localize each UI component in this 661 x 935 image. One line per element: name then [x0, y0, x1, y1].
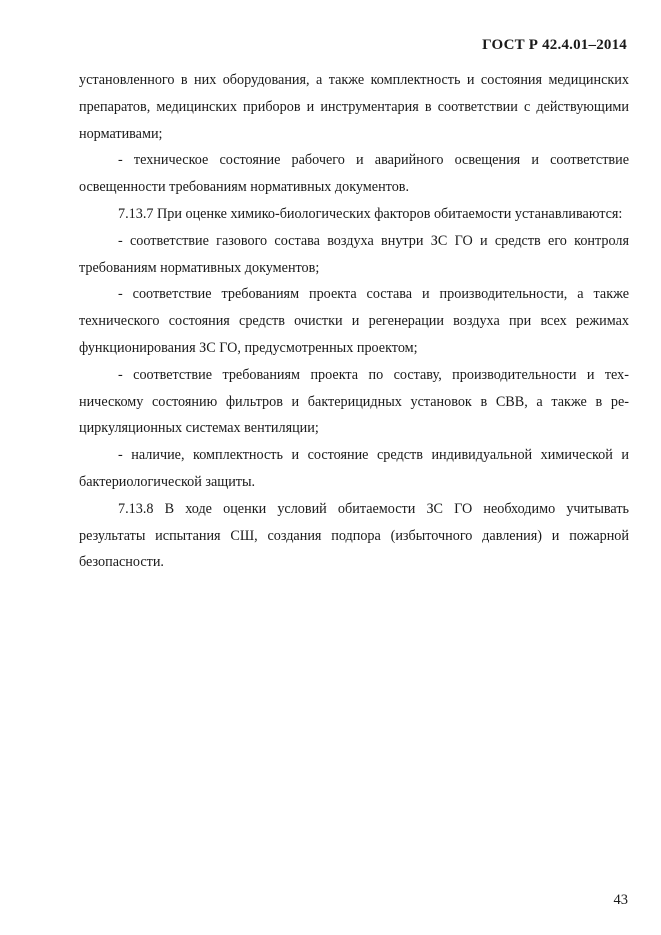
paragraph-lighting: - техническое состояние рабочего и аварийного освещения и соответствие освещенности требованиям нормативных документов. [79, 152, 629, 196]
paragraph-equipment: установленного в них оборудования, а также комплектность и состояния медицинских препаратов, медицинских приборов и инструментария в соответствии с действующими нормативами; [79, 72, 629, 142]
paragraph-filters: - соответствие требованиям проекта по составу, производительности и техническому состоянию фильтров и бактерицидных установок в СВВ, а также в рециркуляционных системах вентиляции; [79, 366, 629, 437]
page-number: 43 [613, 892, 628, 908]
page-body [79, 67, 629, 576]
paragraph-section-7-13-7: 7.13.7 При оценке химико-биологических факторов обитаемости устанавливаются: [118, 205, 623, 222]
paragraph-gas-composition: - соответствие газового состава воздуха внутри ЗС ГО и средств его контроля требованиям нормативных документов; [79, 232, 629, 276]
paragraph-air-regeneration: - соответствие требованиям проекта состава и производительности, а также технического состояния средств очистки и регенерации воздуха при всех режимах функционирования ЗС ГО, предусмотренных проектом; [79, 286, 629, 356]
standard-header: ГОСТ Р 42.4.01–2014 [482, 37, 627, 53]
paragraph-section-7-13-8: 7.13.8 В ходе оценки условий обитаемости ЗС ГО необходимо учитывать результаты испытания СШ, создания подпора (избыточного давления) и пожарной безопасности. [79, 500, 629, 571]
paragraph-protection-means: - наличие, комплектность и состояние средств индивидуальной химической и бактериологической защиты. [79, 447, 629, 490]
